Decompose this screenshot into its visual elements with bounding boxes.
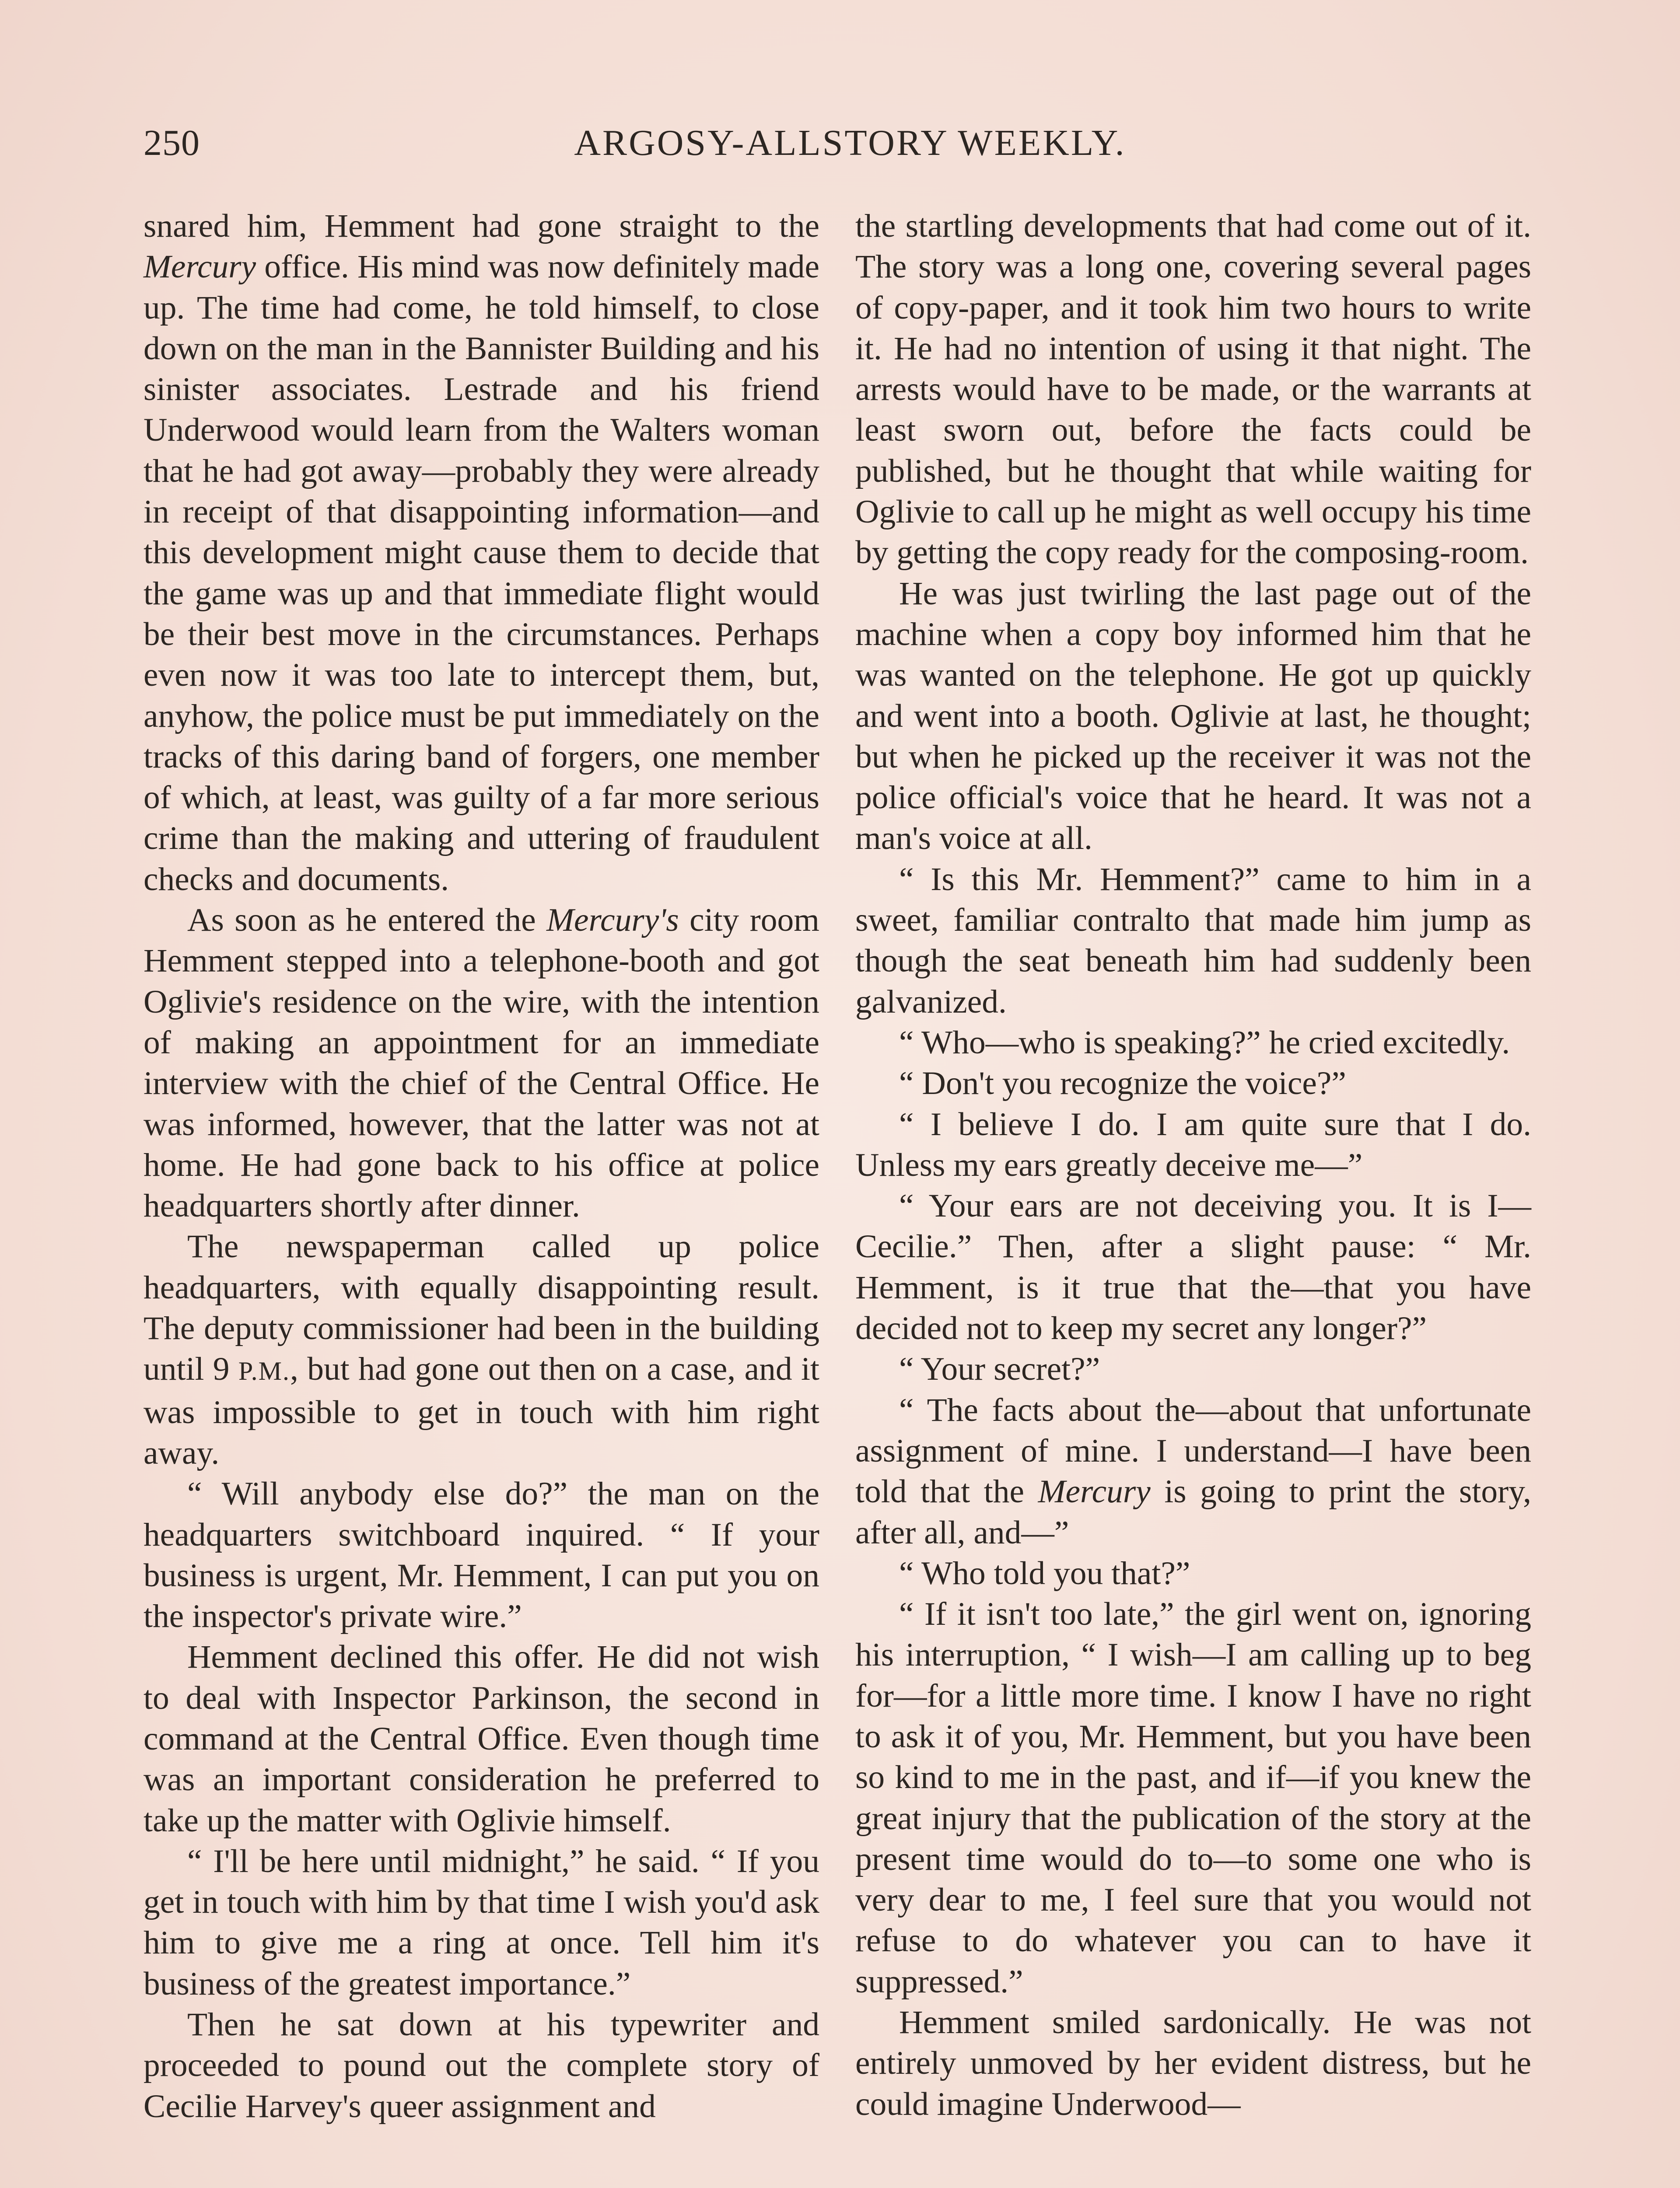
- left-paragraph-5: Hemment declined this offer. He did not wish to deal with Inspector Parkinson, the second in command at the Central Office. Even though time was an important consideration he preferred to take up the matter with Oglivie himself.: [144, 1639, 819, 1839]
- mercury-italic: Mercury: [1038, 1473, 1151, 1510]
- left-paragraph-3: The newspaperman called up police headquarters, with equally disappointing result. The deputy commissioner had been in the building until 9 P.M., but had gone out then on a case, and it was impossible to get in touch with him right away.: [144, 1228, 819, 1471]
- right-paragraph-6: “ I believe I do. I am quite sure that I do. Unless my ears greatly deceive me—”: [855, 1106, 1531, 1183]
- right-paragraph-3: “ Is this Mr. Hemment?” came to him in a sweet, familiar contralto that made him jump as though the seat beneath him had suddenly been galvanized.: [855, 861, 1531, 1020]
- left-paragraph-4: “ Will anybody else do?” the man on the headquarters switchboard inquired. “ If your business is urgent, Mr. Hemment, I can put you on the inspector's private wire.”: [144, 1476, 819, 1635]
- right-paragraph-7: “ Your ears are not deceiving you. It is I—Cecilie.” Then, after a slight pause: “ Mr. Hemment, is it true that the—that you have decided not to keep my secret any longer?”: [855, 1188, 1531, 1347]
- left-paragraph-7: Then he sat down at his typewriter and proceeded to pound out the complete story of Cecilie Harvey's queer assignment and: [144, 2006, 819, 2125]
- right-paragraph-2: He was just twirling the last page out of the machine when a copy boy informed him that he was wanted on the telephone. He got up quickly and went into a booth. Oglivie at last, he thought; but when he picked up the receiver it was not the police official's voice that he heard. It was not a man's voice at all.: [855, 575, 1531, 857]
- left-column: [144, 206, 819, 2127]
- right-column: [855, 206, 1531, 2125]
- right-paragraph-4: “ Who—who is speaking?” he cried excitedly.: [899, 1024, 1510, 1061]
- left-paragraph-1: snared him, Hemment had gone straight to the Mercury office. His mind was now definitely made up. The time had come, he told himself, to close down on the man in the Bannister Building and his sinister associates. Lestrade and his friend Underwood would learn from the Walters woman that he had got away—probably they were already in receipt of that disappointing information—and this development might cause them to decide that the game was up and that immediate flight would be their best move in the circumstances. Perhaps even now it was too late to intercept them, but, anyhow, the police must be put immediately on the tracks of this daring band of forgers, one member of which, at least, was guilty of a far more serious crime than the making and uttering of fraudulent checks and documents.: [144, 208, 819, 898]
- right-paragraph-9: “ The facts about the—about that unfortunate assignment of mine. I understand—I have been told that the Mercury is going to print the story, after all, and—”: [855, 1392, 1531, 1551]
- running-head: ARGOSY-ALLSTORY WEEKLY.: [574, 123, 1126, 163]
- mercury-italic: Mercury: [144, 249, 256, 285]
- right-paragraph-5: “ Don't you recognize the voice?”: [899, 1065, 1346, 1102]
- right-paragraph-10: “ Who told you that?”: [899, 1555, 1190, 1592]
- right-paragraph-12: Hemment smiled sardonically. He was not entirely unmoved by her evident distress, but he could imagine Underwood—: [855, 2004, 1531, 2122]
- pm-small-caps: P.M.: [238, 1357, 290, 1386]
- page-header: [144, 122, 1557, 174]
- left-paragraph-2: As soon as he entered the Mercury's city room Hemment stepped into a telephone-booth and got Oglivie's residence on the wire, with the intention of making an appointment for an immediate interview with the chief of the Central Office. He was informed, however, that the latter was not at home. He had gone back to his office at police headquarters shortly after dinner.: [144, 902, 819, 1224]
- right-paragraph-8: “ Your secret?”: [899, 1351, 1100, 1388]
- left-paragraph-6: “ I'll be here until midnight,” he said. “ If you get in touch with him by that time I wish you'd ask him to give me a ring at once. Tell him it's business of the greatest importance.”: [144, 1843, 819, 2002]
- page-number: 250: [144, 123, 200, 163]
- right-paragraph-11: “ If it isn't too late,” the girl went on, ignoring his interruption, “ I wish—I am calling up to beg for—for a little more time. I know I have no right to ask it of you, Mr. Hemment, but you have been so kind to me in the past, and if—if you knew the great injury that the publication of the story at the present time would do to—to some one who is very dear to me, I feel sure that you would not refuse to do whatever you can to have it suppressed.”: [855, 1596, 1531, 2000]
- right-paragraph-1: the startling developments that had come out of it. The story was a long one, covering several pages of copy-paper, and it took him two hours to write it. He had no intention of using it that night. The arrests would have to be made, or the warrants at least sworn out, before the facts could be published, but he thought that while waiting for Oglivie to call up he might as well occupy his time by getting the copy ready for the composing-room.: [855, 208, 1531, 571]
- mercury-italic: Mercury's: [546, 902, 679, 939]
